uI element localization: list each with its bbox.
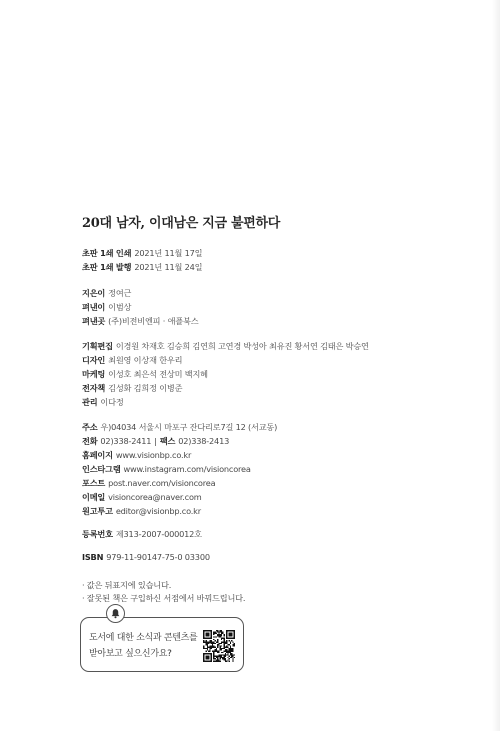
book-title: 20대 남자, 이대남은 지금 불편하다 (82, 216, 280, 231)
credit-label-design: 디자인 (82, 355, 106, 365)
address-row (82, 420, 462, 434)
credit-label-management: 관리 (82, 397, 98, 407)
credit-label-marketing: 마케팅 (82, 369, 106, 379)
phone-fax-separator: | (154, 436, 157, 446)
instagram-label: 인스타그램 (82, 464, 121, 474)
isbn-info (82, 550, 462, 564)
homepage-url: www.visionbp.co.kr (115, 450, 192, 460)
credit-names-management: 이다정 (100, 397, 124, 407)
credit-label-ebook: 전자책 (82, 383, 106, 393)
fax-label: 팩스 (159, 436, 176, 446)
submission-row (82, 504, 462, 518)
publisher-label: 펴낸이 (82, 302, 106, 312)
credit-row-design (82, 353, 462, 367)
post-row (82, 476, 462, 490)
submission-label: 원고투고 (82, 506, 113, 516)
credit-names-marketing: 이성호 최은석 전상미 백지혜 (108, 369, 208, 379)
colophon (82, 212, 462, 605)
credit-row-ebook (82, 381, 462, 395)
notice-line-2: 받아보고 싶으신가요? (89, 649, 172, 659)
credit-names-ebook: 김성화 김희정 이병준 (108, 383, 183, 393)
address-value: 우)04034 서울시 마포구 잔다리로7길 12 (서교동) (100, 422, 278, 432)
phone-fax-row (82, 434, 462, 448)
first-print-date: 2021년 11월 17일 (134, 248, 203, 258)
author-label: 지은이 (82, 288, 106, 298)
post-url: post.naver.com/visioncorea (108, 478, 216, 488)
publisher-info (82, 286, 462, 328)
imprint-name: (주)비전비엔피 · 애플북스 (108, 316, 199, 326)
first-publish-row (82, 260, 462, 274)
contact-info (82, 420, 462, 518)
email-row (82, 490, 462, 504)
phone-value: 02)338-2411 (100, 436, 152, 446)
email-address: visioncorea@naver.com (108, 492, 202, 502)
first-publish-label: 초판 1쇄 발행 (82, 262, 132, 272)
homepage-row (82, 448, 462, 462)
address-label: 주소 (82, 422, 98, 432)
page-edge-shadow (492, 0, 500, 731)
imprint-row (82, 314, 462, 328)
registration-row (82, 527, 462, 541)
print-info (82, 246, 462, 274)
instagram-url: www.instagram.com/visioncorea (123, 464, 251, 474)
credit-row-management (82, 395, 462, 409)
notice-line-1: 도서에 대한 소식과 콘텐츠를 (89, 633, 198, 643)
imprint-label: 펴낸곳 (82, 316, 106, 326)
exchange-note: · 잘못된 책은 구입하신 서점에서 바꿔드립니다. (82, 593, 246, 603)
author-row (82, 286, 462, 300)
email-label: 이메일 (82, 492, 106, 502)
author-name: 정여근 (108, 288, 132, 298)
bell-icon (106, 604, 125, 623)
fax-value: 02)338-2413 (178, 436, 230, 446)
post-label: 포스트 (82, 478, 106, 488)
price-note: · 값은 뒤표지에 있습니다. (82, 580, 172, 590)
first-print-row (82, 246, 462, 260)
credit-label-editing: 기획편집 (82, 341, 113, 351)
phone-label: 전화 (82, 436, 98, 446)
instagram-row (82, 462, 462, 476)
registration-number: 제313-2007-000012호 (115, 529, 202, 539)
first-publish-date: 2021년 11월 24일 (134, 262, 203, 272)
submission-email: editor@visionbp.co.kr (115, 506, 201, 516)
notes (82, 579, 462, 605)
staff-credits (82, 339, 462, 409)
credit-names-design: 최원영 이상재 한우리 (108, 355, 183, 365)
first-print-label: 초판 1쇄 인쇄 (82, 248, 132, 258)
registration-label: 등록번호 (82, 529, 113, 539)
isbn-number: 979-11-90147-75-0 03300 (106, 552, 210, 562)
credit-row-marketing (82, 367, 462, 381)
credit-names-editing: 이경원 차재호 김승희 김연희 고연경 박성아 최유진 황서연 김태은 박승연 (115, 341, 369, 351)
notice-text (89, 630, 197, 662)
isbn-label: ISBN (82, 552, 104, 562)
publisher-name: 이범상 (108, 302, 132, 312)
registration-info (82, 527, 462, 541)
publisher-row (82, 300, 462, 314)
homepage-label: 홈페이지 (82, 450, 113, 460)
qr-code-icon[interactable] (203, 630, 235, 662)
isbn-row (82, 550, 462, 564)
credit-row-editing (82, 339, 462, 353)
